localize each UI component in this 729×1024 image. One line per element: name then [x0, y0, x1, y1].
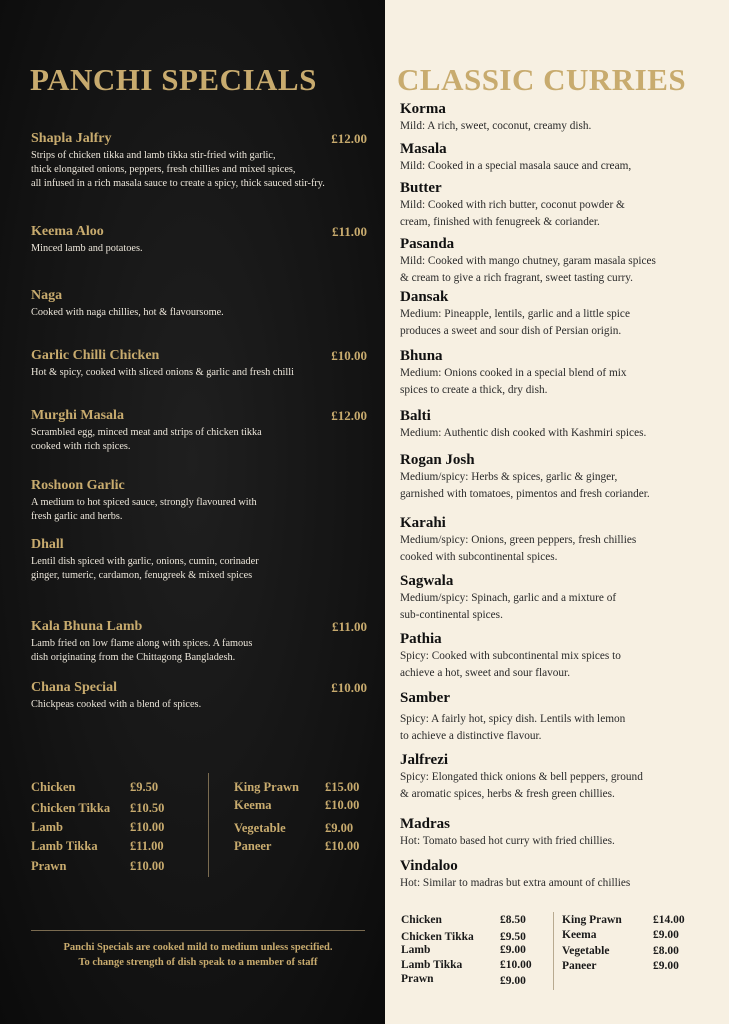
menu-item: [400, 515, 718, 565]
item-price: £11.00: [331, 619, 367, 634]
item-name: Rogan Josh: [400, 452, 475, 468]
price-label: Lamb: [401, 944, 431, 956]
item-name: Butter: [400, 180, 442, 196]
price-label: Chicken Tikka: [31, 801, 111, 815]
menu-item: [31, 537, 367, 583]
item-name: Garlic Chilli Chicken: [31, 348, 160, 363]
item-name: Murghi Masala: [31, 408, 124, 423]
item-price: £11.00: [331, 224, 367, 239]
item-description: Spicy: Elongated thick onions & bell peppers, ground & aromatic spices, herbs & fresh green chillies.: [400, 771, 643, 800]
price-value: £10.50: [130, 801, 165, 815]
item-name: Roshoon Garlic: [31, 478, 125, 493]
price-value: £9.00: [325, 821, 354, 835]
menu-item: [400, 573, 718, 623]
panchi-specials-title: PANCHI SPECIALS: [30, 62, 317, 97]
menu-item: [31, 680, 367, 712]
price-label: Lamb Tikka: [31, 839, 98, 853]
price-value: £9.50: [500, 931, 526, 943]
menu-item: [31, 619, 367, 665]
item-price: £10.00: [331, 680, 367, 695]
price-value: £9.50: [130, 780, 159, 794]
item-description: Spicy: Cooked with subcontinental mix spices to achieve a hot, sweet and sour flavour.: [400, 650, 621, 679]
divider: [553, 912, 554, 990]
item-description: Medium: Pineapple, lentils, garlic and a little spice produces a sweet and sour dish of Persian origin.: [400, 308, 630, 337]
item-name: Sagwala: [400, 573, 454, 589]
item-description: Medium/spicy: Onions, green peppers, fresh chillies cooked with subcontinental spices.: [400, 534, 637, 563]
item-description: Chickpeas cooked with a blend of spices.: [31, 699, 202, 710]
item-name: Karahi: [400, 515, 446, 531]
price-label: Chicken: [31, 780, 76, 794]
item-name: Jalfrezi: [400, 752, 449, 768]
item-description: Medium/spicy: Herbs & spices, garlic & ginger, garnished with tomatoes, pimentos and fresh coriander.: [400, 471, 650, 500]
price-label: Lamb Tikka: [401, 959, 463, 971]
item-name: Naga: [31, 288, 63, 303]
price-value: £9.00: [500, 975, 526, 987]
item-description: Hot: Tomato based hot curry with fried chillies.: [400, 835, 615, 847]
item-name: Masala: [400, 141, 447, 157]
item-description: Hot & spicy, cooked with sliced onions & garlic and fresh chilli: [31, 367, 294, 378]
menu-item: [400, 348, 718, 398]
item-name: Pasanda: [400, 236, 455, 252]
price-value: £9.00: [500, 944, 526, 956]
item-name: Madras: [400, 816, 450, 832]
price-value: £8.50: [500, 914, 526, 926]
price-label: Vegetable: [562, 945, 610, 957]
item-price: £10.00: [331, 348, 367, 363]
item-description: Strips of chicken tikka and lamb tikka stir-fried with garlic, thick elongated onions, peppers, fresh chillies and mixed spices, all infused in a rich masala sauce to create a spicy, thick sauced stir-fry.: [31, 150, 325, 189]
spice-note: To change strength of dish speak to a member of staff: [78, 957, 318, 968]
price-label: Chicken: [401, 914, 442, 926]
price-value: £10.00: [130, 859, 165, 873]
item-description: Mild: Cooked in a special masala sauce and cream,: [400, 160, 632, 172]
menu-item: [31, 478, 367, 524]
menu-item: [400, 452, 718, 502]
item-description: Cooked with naga chillies, hot & flavoursome.: [31, 307, 224, 318]
price-label: King Prawn: [562, 914, 622, 926]
item-name: Balti: [400, 408, 431, 424]
item-description: Medium/spicy: Spinach, garlic and a mixture of sub-continental spices.: [400, 592, 617, 621]
item-description: Spicy: A fairly hot, spicy dish. Lentils with lemon to achieve a distinctive flavour.: [400, 713, 626, 742]
menu-item: [400, 858, 718, 892]
divider: [31, 930, 365, 931]
price-label: Lamb: [31, 820, 63, 834]
divider: [208, 773, 209, 877]
price-value: £9.00: [653, 929, 679, 941]
price-label: King Prawn: [234, 780, 299, 794]
price-value: £10.00: [130, 820, 165, 834]
item-name: Chana Special: [31, 680, 117, 695]
item-description: A medium to hot spiced sauce, strongly flavoured with fresh garlic and herbs.: [31, 497, 257, 522]
price-value: £10.00: [325, 798, 360, 812]
item-description: Minced lamb and potatoes.: [31, 243, 143, 254]
item-name: Keema Aloo: [31, 224, 104, 239]
item-description: Mild: Cooked with rich butter, coconut powder & cream, finished with fenugreek & coriander.: [400, 199, 625, 228]
item-price: £12.00: [331, 408, 367, 423]
menu-item: [31, 131, 367, 191]
menu-item: [31, 348, 367, 380]
item-name: Vindaloo: [400, 858, 458, 874]
price-value: £15.00: [325, 780, 360, 794]
item-description: Mild: Cooked with mango chutney, garam masala spices & cream to give a rich fragrant, sweet tasting curry.: [400, 255, 656, 284]
menu-item: [400, 289, 718, 339]
item-description: Lamb fried on low flame along with spices. A famous dish originating from the Chittagong Bangladesh.: [31, 638, 253, 663]
menu-item: [400, 236, 718, 286]
item-name: Pathia: [400, 631, 442, 647]
item-name: Samber: [400, 690, 450, 706]
item-name: Dhall: [31, 537, 64, 552]
menu-item: [31, 288, 367, 320]
menu-item: [400, 631, 718, 681]
price-label: Vegetable: [234, 821, 286, 835]
menu-item: [31, 224, 367, 256]
spice-note: Panchi Specials are cooked mild to medium unless specified.: [63, 942, 333, 953]
classic-curries-title: CLASSIC CURRIES: [397, 62, 687, 97]
item-name: Bhuna: [400, 348, 443, 364]
menu-item: [31, 408, 367, 454]
item-price: £12.00: [331, 131, 367, 146]
item-name: Dansak: [400, 289, 449, 305]
price-value: £10.00: [500, 959, 532, 971]
price-value: £10.00: [325, 839, 360, 853]
price-value: £11.00: [130, 839, 164, 853]
menu-item: [400, 180, 718, 230]
menu-item: [400, 816, 718, 850]
price-value: £14.00: [653, 914, 685, 926]
item-description: Lentil dish spiced with garlic, onions, cumin, corinader ginger, tumeric, cardamon, fenugreek & mixed spices: [31, 556, 259, 581]
menu-item: [400, 408, 718, 442]
price-label: Keema: [562, 929, 597, 941]
price-label: Prawn: [31, 859, 67, 873]
item-description: Medium: Onions cooked in a special blend of mix spices to create a thick, dry dish.: [400, 367, 627, 396]
price-label: Paneer: [562, 960, 597, 972]
price-value: £8.00: [653, 945, 679, 957]
menu-item: [400, 752, 718, 802]
menu-item: [400, 141, 718, 175]
price-value: £9.00: [653, 960, 679, 972]
price-label: Chicken Tikka: [401, 931, 474, 943]
price-label: Prawn: [401, 973, 434, 985]
item-description: Medium: Authentic dish cooked with Kashmiri spices.: [400, 427, 647, 439]
price-label: Keema: [234, 798, 272, 812]
price-label: Paneer: [234, 839, 272, 853]
item-name: Korma: [400, 101, 446, 117]
item-name: Shapla Jalfry: [31, 131, 112, 146]
item-description: Scrambled egg, minced meat and strips of chicken tikka cooked with rich spices.: [31, 427, 262, 452]
menu-item: [400, 101, 718, 135]
item-description: Mild: A rich, sweet, coconut, creamy dish.: [400, 120, 592, 132]
item-description: Hot: Similar to madras but extra amount of chillies: [400, 877, 631, 889]
menu-item: [400, 690, 718, 744]
item-name: Kala Bhuna Lamb: [31, 619, 143, 634]
